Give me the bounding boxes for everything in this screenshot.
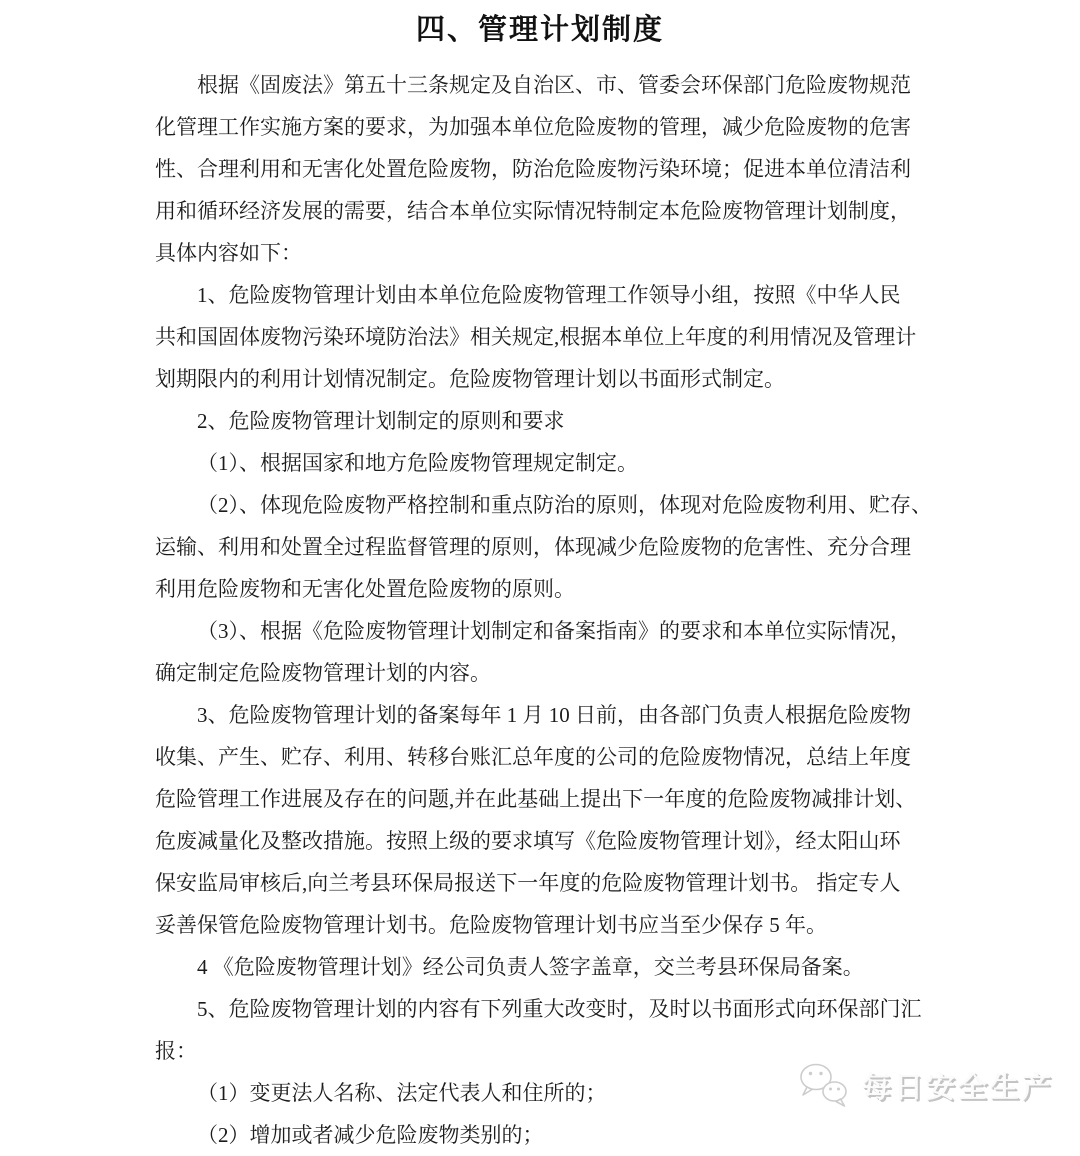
text-line: （1）变更法人名称、法定代表人和住所的； [197,1081,607,1105]
text-line: （3）、根据《危险废物管理计划制定和备案指南》的要求和本单位实际情况， [197,619,911,643]
text-line: 报： [155,1039,197,1063]
text-line: 根据《固废法》第五十三条规定及自治区、市、管委会环保部门危险废物规范 [197,73,911,97]
document-body [155,64,955,1156]
text-line: 利用危险废物和无害化处置危险废物的原则。 [155,577,575,601]
text-line: 具体内容如下： [155,241,302,265]
page-title: 四、管理计划制度 [415,14,664,46]
text-line: 收集、产生、贮存、利用、转移台账汇总年度的公司的危险废物情况，总结上年度 [155,745,911,769]
text-line: 性、合理利用和无害化处置危险废物，防治危险废物污染环境；促进本单位清洁利 [155,157,911,181]
text-line: 3、危险废物管理计划的备案每年 1 月 10 日前，由各部门负责人根据危险废物 [197,703,911,727]
text-line: 危险管理工作进展及存在的问题,并在此基础上提出下一年度的危险废物减排计划、 [155,787,917,811]
text-line: 用和循环经济发展的需要，结合本单位实际情况特制定本危险废物管理计划制度， [155,199,911,223]
text-line: （1）、根据国家和地方危险废物管理规定制定。 [197,451,638,475]
watermark-label: 每日安全生产 [861,1071,1054,1104]
document-page [0,10,1080,1147]
text-line: 确定制定危险废物管理计划的内容。 [155,661,491,685]
text-line: （2）增加或者减少危险废物类别的； [197,1123,544,1147]
text-line: 1、危险废物管理计划由本单位危险废物管理工作领导小组，按照《中华人民 [197,283,901,307]
text-line: （2）、体现危险废物严格控制和重点防治的原则，体现对危险废物利用、贮存、 [197,493,932,517]
text-line: 危废减量化及整改措施。按照上级的要求填写《危险废物管理计划》，经太阳山环 [155,829,901,853]
text-line: 共和国固体废物污染环境防治法》相关规定,根据本单位上年度的利用情况及管理计 [155,325,917,349]
text-line: 5、危险废物管理计划的内容有下列重大改变时，及时以书面形式向环保部门汇 [197,997,922,1021]
text-line: 划期限内的利用计划情况制定。危险废物管理计划以书面形式制定。 [155,367,785,391]
text-line: 4 《危险废物管理计划》经公司负责人签字盖章，交兰考县环保局备案。 [197,955,864,979]
text-line: 化管理工作实施方案的要求，为加强本单位危险废物的管理，减少危险废物的危害 [155,115,911,139]
text-line: 2、危险废物管理计划制定的原则和要求 [197,409,565,433]
text-line: 妥善保管危险废物管理计划书。危险废物管理计划书应当至少保存 5 年。 [155,913,827,937]
text-line: 保安监局审核后,向兰考县环保局报送下一年度的危险废物管理计划书。 指定专人 [155,871,901,895]
text-line: 运输、利用和处置全过程监督管理的原则，体现减少危险废物的危害性、充分合理 [155,535,911,559]
